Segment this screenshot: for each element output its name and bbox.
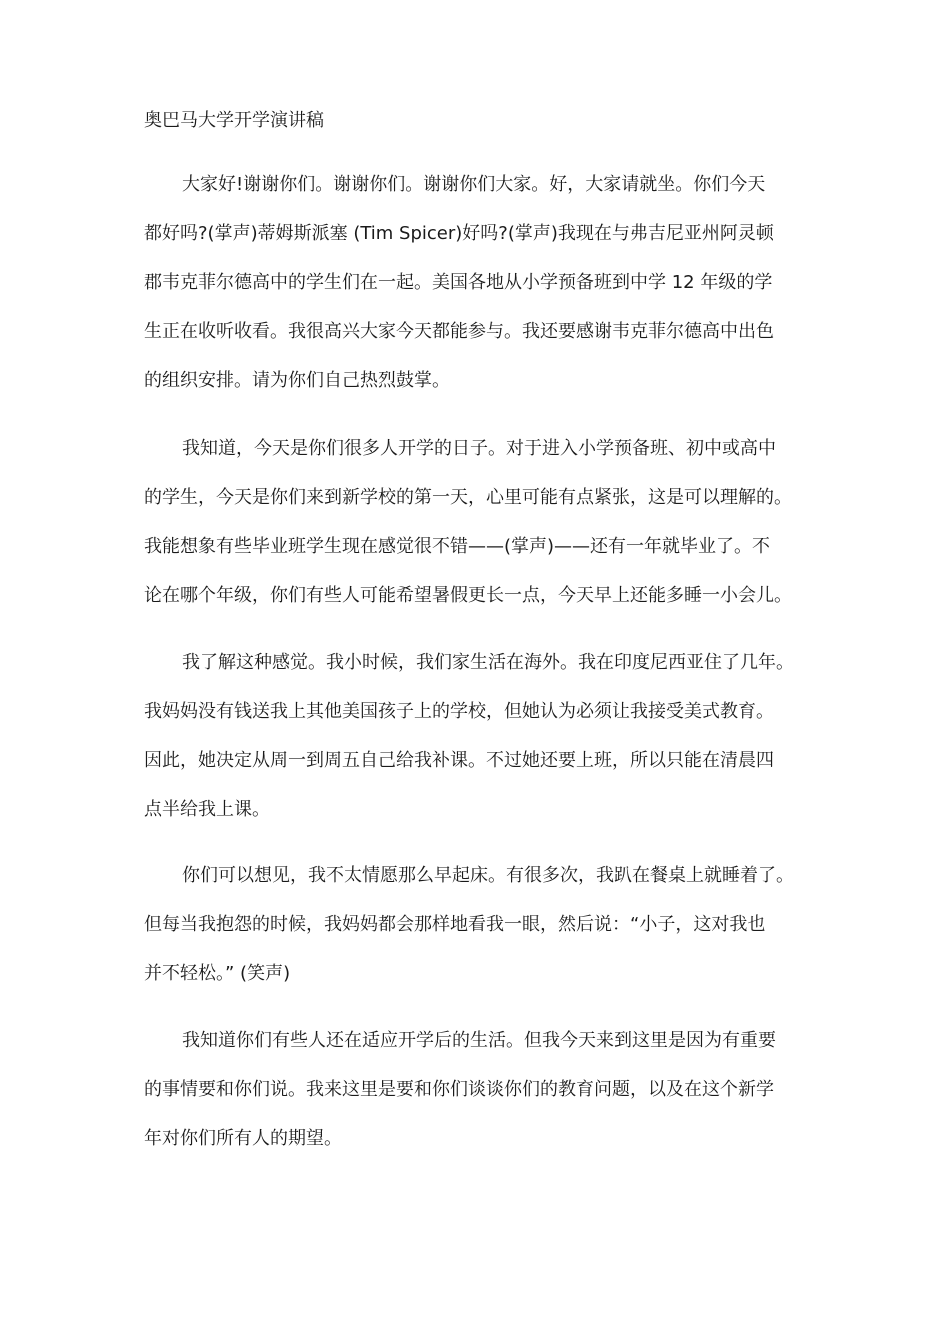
paragraph-line: 并不轻松。” (笑声) [144,963,291,984]
paragraph-line: 我知道，今天是你们很多人开学的日子。对于进入小学预备班、初中或高中 [182,438,776,459]
paragraph-line: 生正在收听收看。我很高兴大家今天都能参与。我还要感谢韦克菲尔德高中出色 [144,321,774,342]
paragraph-line: 我了解这种感觉。我小时候，我们家生活在海外。我在印度尼西亚住了几年。 [182,652,794,673]
paragraph-childhood [144,638,808,834]
document-title: 奥巴马大学开学演讲稿 [144,110,324,131]
paragraph-line: 我能想象有些毕业班学生现在感觉很不错——(掌声)——还有一年就毕业了。不 [144,536,771,557]
paragraph-line: 我知道你们有些人还在适应开学后的生活。但我今天来到这里是因为有重要 [182,1030,776,1051]
paragraph-line: 年对你们所有人的期望。 [144,1128,342,1149]
paragraph-early-rising [144,851,808,998]
paragraph-line: 点半给我上课。 [144,799,270,820]
paragraph-line: 郡韦克菲尔德高中的学生们在一起。美国各地从小学预备班到中学 12 年级的学 [144,272,773,293]
paragraph-line: 的组织安排。请为你们自己热烈鼓掌。 [144,370,450,391]
paragraph-line: 大家好!谢谢你们。谢谢你们。谢谢你们大家。好，大家请就坐。你们今天 [182,174,766,195]
paragraph-line: 因此，她决定从周一到周五自己给我补课。不过她还要上班，所以只能在清晨四 [144,750,774,771]
paragraph-line: 你们可以想见，我不太情愿那么早起床。有很多次，我趴在餐桌上就睡着了。 [182,865,794,886]
paragraph-line: 论在哪个年级，你们有些人可能希望暑假更长一点，今天早上还能多睡一小会儿。 [144,585,792,606]
paragraph-line: 的学生，今天是你们来到新学校的第一天，心里可能有点紧张，这是可以理解的。 [144,487,792,508]
paragraph-greeting [144,160,808,405]
paragraph-purpose [144,1016,808,1163]
paragraph-first-day [144,424,808,620]
paragraph-line: 都好吗?(掌声)蒂姆斯派塞 (Tim Spicer)好吗?(掌声)我现在与弗吉尼亚州阿灵顿 [144,223,774,244]
paragraph-line: 但每当我抱怨的时候，我妈妈都会那样地看我一眼，然后说：“小子，这对我也 [144,914,766,935]
paragraph-line: 我妈妈没有钱送我上其他美国孩子上的学校，但她认为必须让我接受美式教育。 [144,701,774,722]
paragraph-line: 的事情要和你们说。我来这里是要和你们谈谈你们的教育问题，以及在这个新学 [144,1079,774,1100]
